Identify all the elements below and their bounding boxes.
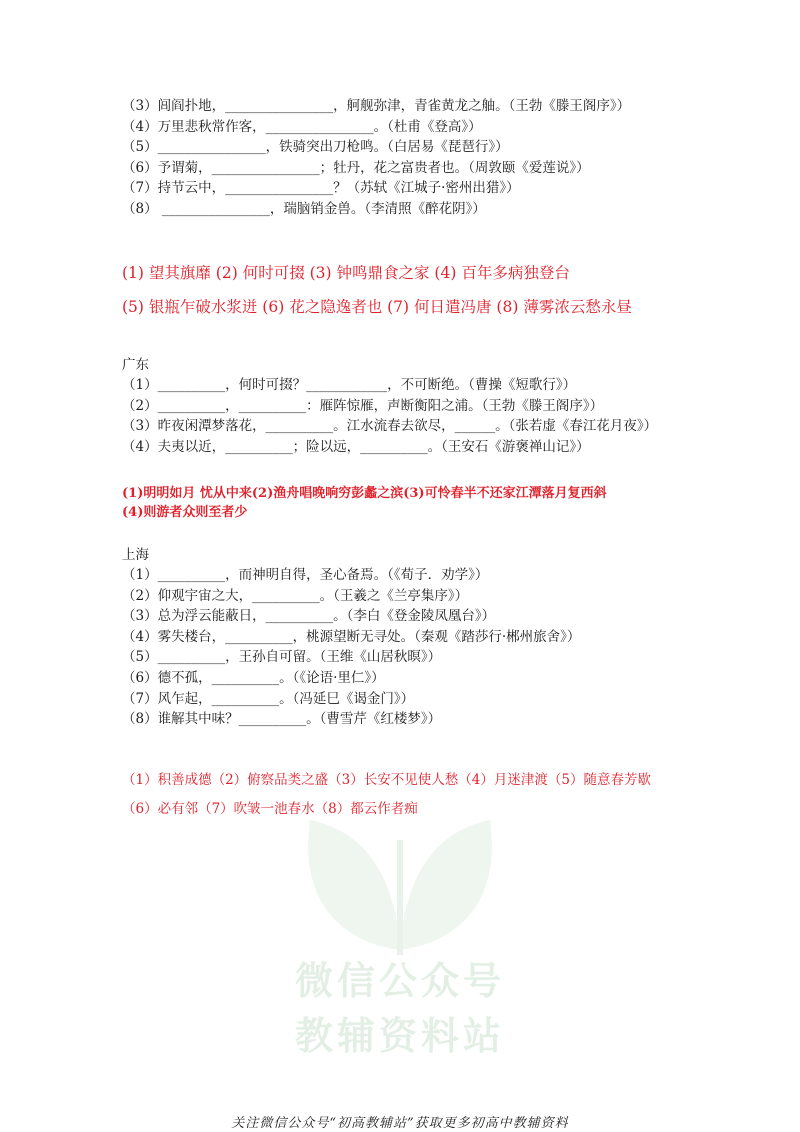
question-line: （6）德不孤，__________。（《论语·里仁》） bbox=[122, 669, 385, 686]
watermark bbox=[260, 780, 540, 1080]
question-line: （4）雾失楼台，__________，桃源望断无寻处。（秦观《踏莎行·郴州旅舍》） bbox=[122, 628, 581, 645]
question-line: （8） ________________，瑞脑销金兽。（李清照《醉花阴》） bbox=[122, 200, 486, 217]
question-line: （3）昨夜闲潭梦落花，__________。江水流春去欲尽，______。（张若虚《春江花月夜》） bbox=[122, 418, 658, 435]
section-title: 广东 bbox=[122, 357, 149, 373]
question-line: （1）__________，而神明自得，圣心备焉。（《荀子．劝学》） bbox=[122, 567, 489, 583]
answer-line: (5) 银瓶乍破水浆迸 (6) 花之隐逸者也 (7) 何日遣冯唐 (8) 薄雾浓云愁永昼 bbox=[122, 298, 632, 316]
question-line: （6）予谓菊，________________；牡丹，花之富贵者也。（周敦颐《爱莲说》） bbox=[122, 159, 590, 176]
answer-line: (1) 望其旗靡 (2) 何时可掇 (3) 钟鸣鼎食之家 (4) 百年多病独登台 bbox=[122, 264, 570, 282]
section-1-answers bbox=[122, 256, 760, 324]
question-line: （4）万里悲秋常作客，________________。（杜甫《登高》） bbox=[122, 118, 482, 135]
question-line: （2）__________，__________：雁阵惊雁，声断衡阳之浦。（王勃《滕王阁序》） bbox=[122, 397, 604, 414]
question-line: （7）风乍起，__________。（冯延巳《谒金门》） bbox=[122, 690, 415, 707]
section-guangdong-answers bbox=[122, 484, 760, 522]
answer-line: （6）必有邻（7）吹皱一池春水（8）都云作者痴 bbox=[122, 801, 418, 817]
section-shanghai bbox=[122, 545, 760, 730]
answer-line: (4)则游者众则至者少 bbox=[122, 505, 248, 520]
question-line: （7）持节云中，________________？（苏轼《江城子·密州出猎》） bbox=[122, 180, 520, 197]
answer-line: (1)明明如月 忧从中来(2)渔舟唱晚响穷彭蠡之滨(3)可怜春半不还家江潭落月复西斜 bbox=[122, 486, 607, 501]
question-line: （5）__________，王孙自可留。（王维《山居秋暝》） bbox=[122, 649, 442, 666]
question-line: （2）仰观宇宙之大，__________。（王羲之《兰亭集序》） bbox=[122, 587, 469, 604]
question-line: （1）__________，何时可掇？____________，不可断绝。（曹操《短歌行》） bbox=[122, 377, 577, 393]
watermark-line-2: 教辅资料站 bbox=[294, 1014, 505, 1058]
section-guangdong bbox=[122, 355, 760, 457]
section-1-questions bbox=[122, 96, 760, 220]
answer-line: （1）积善成德（2）俯察品类之盛（3）长安不见使人愁（4）月迷津渡（5）随意春芳歇 bbox=[122, 772, 651, 788]
question-line: （4）夫夷以近，__________；险以远，__________。（王安石《游褒禅山记》） bbox=[122, 438, 590, 455]
section-shanghai-answers bbox=[122, 766, 760, 824]
question-line: （3）闾阎扑地，________________，舸舰弥津，青雀黄龙之舳。（王勃《滕王阁序》） bbox=[122, 98, 631, 114]
watermark-line-1: 微信公众号 bbox=[294, 959, 505, 1003]
page-footer: 关注微信公众号“初高教辅站”获取更多初高中教辅资料 bbox=[231, 1116, 569, 1131]
question-line: （3）总为浮云能蔽日，__________。（李白《登金陵凤凰台》） bbox=[122, 608, 496, 625]
section-title: 上海 bbox=[122, 547, 149, 563]
question-line: （8）谁解其中味？__________。（曹雪芹《红楼梦》） bbox=[122, 711, 442, 728]
question-line: （5）________________，铁骑突出刀枪鸣。（白居易《琵琶行》） bbox=[122, 139, 509, 156]
